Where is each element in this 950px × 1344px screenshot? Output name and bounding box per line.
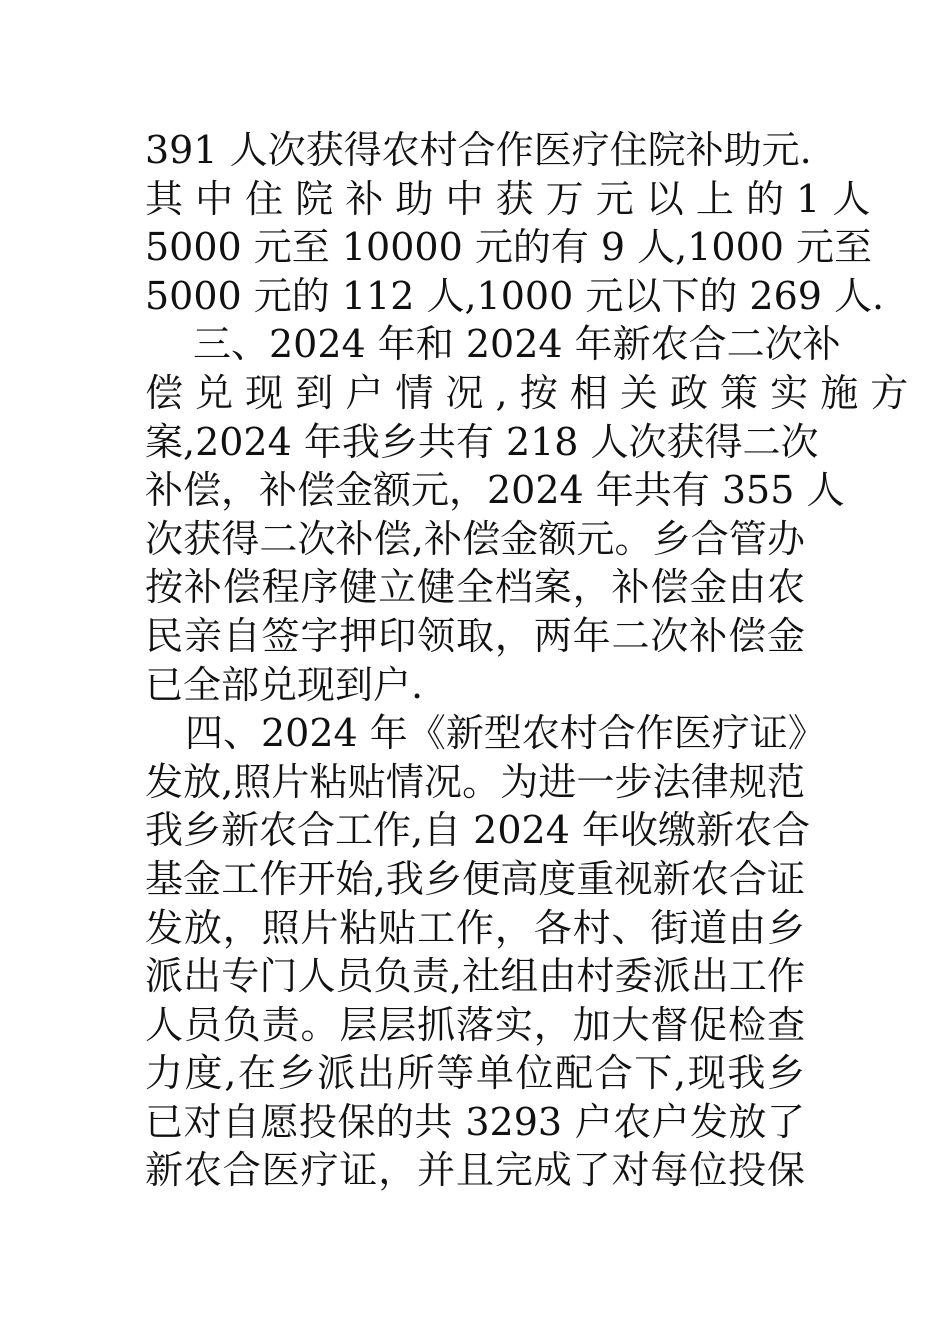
text-line-2: 其 中 住 院 补 助 中 获 万 元 以 上 的 1 人 xyxy=(145,176,871,221)
text-line-1: 391 人次获得农村合作医疗住院补助元. xyxy=(145,128,812,172)
text-line-14: 发放,照片粘贴情况。为进一步法律规范 xyxy=(145,759,805,804)
text-line-9: 次获得二次补偿,补偿金额元。乡合管办 xyxy=(145,516,805,561)
text-line-16: 基金工作开始,我乡便高度重视新农合证 xyxy=(145,856,805,901)
text-line-13: 四、2024 年《新型农村合作医疗证》 xyxy=(185,711,826,756)
text-line-5: 三、2024 年和 2024 年新农合二次补 xyxy=(193,322,841,367)
text-line-10: 按补偿程序健立健全档案，补偿金由农 xyxy=(145,565,805,610)
text-line-6: 偿 兑 现 到 户 情 况 , 按 相 关 政 策 实 施 方 xyxy=(145,370,909,415)
text-line-7: 案,2024 年我乡共有 218 人次获得二次 xyxy=(145,419,819,464)
text-line-15: 我乡新农合工作,自 2024 年收缴新农合 xyxy=(145,808,810,853)
document-body xyxy=(145,126,909,1195)
text-line-3: 5000 元至 10000 元的有 9 人,1000 元至 xyxy=(145,225,873,270)
text-line-17: 发放，照片粘贴工作，各村、街道由乡 xyxy=(145,905,805,950)
text-line-4: 5000 元的 112 人,1000 元以下的 269 人. xyxy=(145,273,885,318)
text-line-19: 人员负责。层层抓落实，加大督促检查 xyxy=(145,1002,805,1047)
text-line-22: 新农合医疗证，并且完成了对每位投保 xyxy=(145,1148,805,1193)
text-line-21: 已对自愿投保的共 3293 户农户发放了 xyxy=(145,1099,805,1144)
text-line-20: 力度,在乡派出所等单位配合下,现我乡 xyxy=(145,1051,805,1096)
text-line-8: 补偿，补偿金额元，2024 年共有 355 人 xyxy=(145,468,845,513)
text-line-18: 派出专门人员负责,社组由村委派出工作 xyxy=(145,954,805,999)
text-line-12: 已全部兑现到户. xyxy=(145,662,424,707)
text-line-11: 民亲自签字押印领取，两年二次补偿金 xyxy=(145,613,805,658)
